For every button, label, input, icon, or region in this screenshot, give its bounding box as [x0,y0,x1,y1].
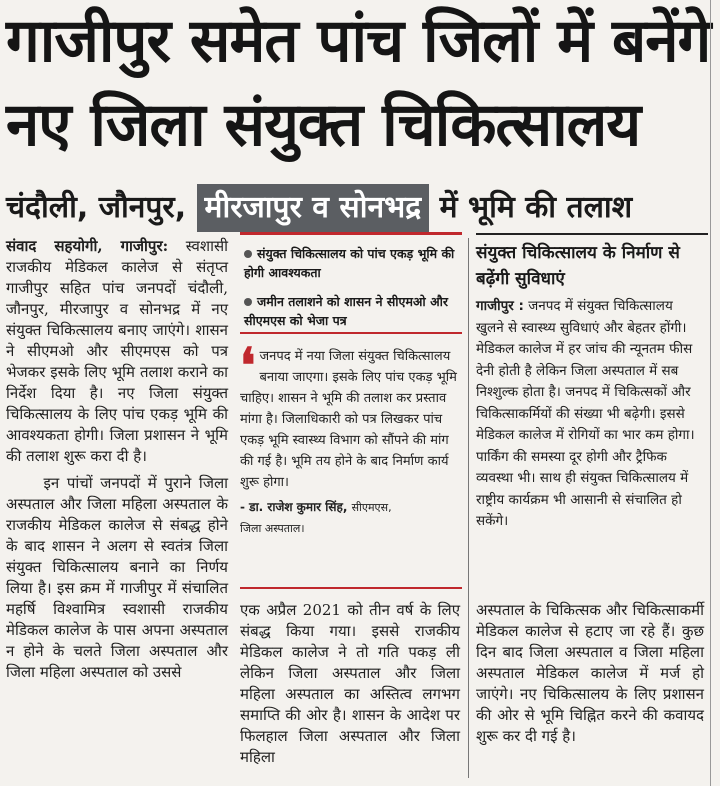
quote-designation: सीएमएस, [351,501,392,514]
subheadline-boxed: मीरजापुर व सोनभद्र [197,184,430,232]
bullet-icon [244,250,252,258]
quote-attribution [240,497,458,518]
article-column-3: अस्पताल के चिकित्सक और चिकित्साकर्मी मेडिकल कालेज से हटाए जा रहे हैं। कुछ दिन बाद जिला अस्पताल व जिला महिला अस्पताल मेडिकल कालेज में मर्ज हो जाएंगे। नए चिकित्सालय के लिए प्रशासन की ओर से भूमि चिह्नित करने की कवायद शुरू कर दी गई है। [476,601,704,745]
bullet-icon [244,298,252,306]
page-edge-line [710,0,711,786]
article-byline: संवाद सहयोगी, गाजीपुर: [6,237,169,255]
red-rule-quote-bottom [240,587,462,589]
article-column-1 [6,236,228,683]
headline-line-1: गाजीपुर समेत पांच जिलों में बनेंगे [6,6,711,76]
sidebar-dateline: गाजीपुर : [476,298,524,314]
article-text-1: स्वशासी राजकीय मेडिकल कालेज से संतृप्त गाजीपुर सहित पांच जनपदों चंदौली, जौनपुर, मीरजापुर व सोनभद्र में नए संयुक्त चिकित्सालय बनाए जाएंगे। शासन ने सीएमओ और सीएमएस को पत्र भेजकर इसके लिए भूमि तलाश कराने का निर्देश दिया है। नए जिला संयुक्त चिकित्सालय के लिए पांच एकड़ भूमि की आवश्यकता होगी। जिला प्रशासन ने भूमि की तलाश शुरू करा दी है। [6,237,228,465]
article-column-2: एक अप्रैल 2021 को तीन वर्ष के लिए संबद्ध किया गया। इससे राजकीय मेडिकल कालेज ने तो गति पकड़ ली लेकिन जिला अस्पताल और जिला महिला अस्पताल का अस्तित्व लगभग समाप्ति की ओर है। शासन के आदेश पर फिलहाल जिला अस्पताल और जिला महिला [240,601,460,766]
highlight-1-text: संयुक्त चिकित्सालय को पांच एकड़ भूमि की होगी आवश्यकता [244,246,455,280]
sidebar-heading: संयुक्त चिकित्सालय के निर्माण से बढ़ेंगी सुविधाएं [476,243,680,289]
red-rule-highlights [240,232,462,235]
article-para-2: इन पांचों जनपदों में पुराने जिला अस्पताल और जिला महिला अस्पताल के राजकीय मेडिकल कालेज से संबद्ध होने के बाद शासन ने अलग से स्वतंत्र जिला संयुक्त चिकित्सालय बनाने का निर्णय लिया है। इस क्रम में गाजीपुर में संचालित महर्षि विश्वामित्र स्वशासी राजकीय मेडिकल कालेज के पास अपना अस्पताल न होने के चलते जिला अस्पताल और जिला महिला अस्पताल को उससे [6,474,228,681]
sidebar-body [476,296,704,533]
highlight-2-text: जमीन तलाशने को शासन ने सीएमओ और सीएमएस को भेजा पत्र [244,294,448,328]
highlight-2 [244,292,460,330]
quote-place: जिला अस्पताल। [240,522,305,535]
black-rule-sidebar [476,233,708,235]
subheadline-after: में भूमि की तलाश [439,190,633,225]
quote-text: जनपद में नया जिला संयुक्त चिकित्सालय बनाया जाएगा। इसके लिए पांच एकड़ भूमि चाहिए। शासन ने भूमि की तलाश कर प्रस्ताव मांगा है। जिलाधिकारी को पत्र लिखकर पांच एकड़ भूमि स्वास्थ्य विभाग को सौंपने की मांग की गई है। भूमि तय होने के बाद निर्माण कार्य शुरू होगा। [240,349,457,490]
column-divider [468,238,469,778]
highlight-1 [244,244,460,282]
sidebar-text: जनपद में संयुक्त चिकित्सालय खुलने से स्वास्थ्य सुविधाएं और बेहतर होंगी। मेडिकल कालेज में हर जांच की न्यूनतम फीस देनी होती है लेकिन जिला अस्पताल में सब निश्शुल्क होता है। जनपद में चिकित्सकों और चिकित्साकर्मियों की संख्या भी बढ़ेगी। इससे मेडिकल कालेज में रोगियों का भार कम होगा। पार्किंग की समस्या दूर होगी और ट्रैफिक व्यवस्था भी। साथ ही संयुक्त चिकित्सालय में राष्ट्रीय कार्यक्रम भी आसानी से संचालित हो सकेंगे। [476,298,695,529]
article-para-1 [6,236,228,467]
headline-line-2: नए जिला संयुक्त चिकित्सालय [6,90,641,160]
subheadline [6,184,632,232]
quote-name: - डा. राजेश कुमार सिंह, [240,500,348,514]
red-rule-quote [240,332,462,334]
quote-mark-icon: ❛ [240,338,256,394]
quote-box [240,338,458,539]
subheadline-before: चंदौली, जौनपुर, [6,190,187,225]
